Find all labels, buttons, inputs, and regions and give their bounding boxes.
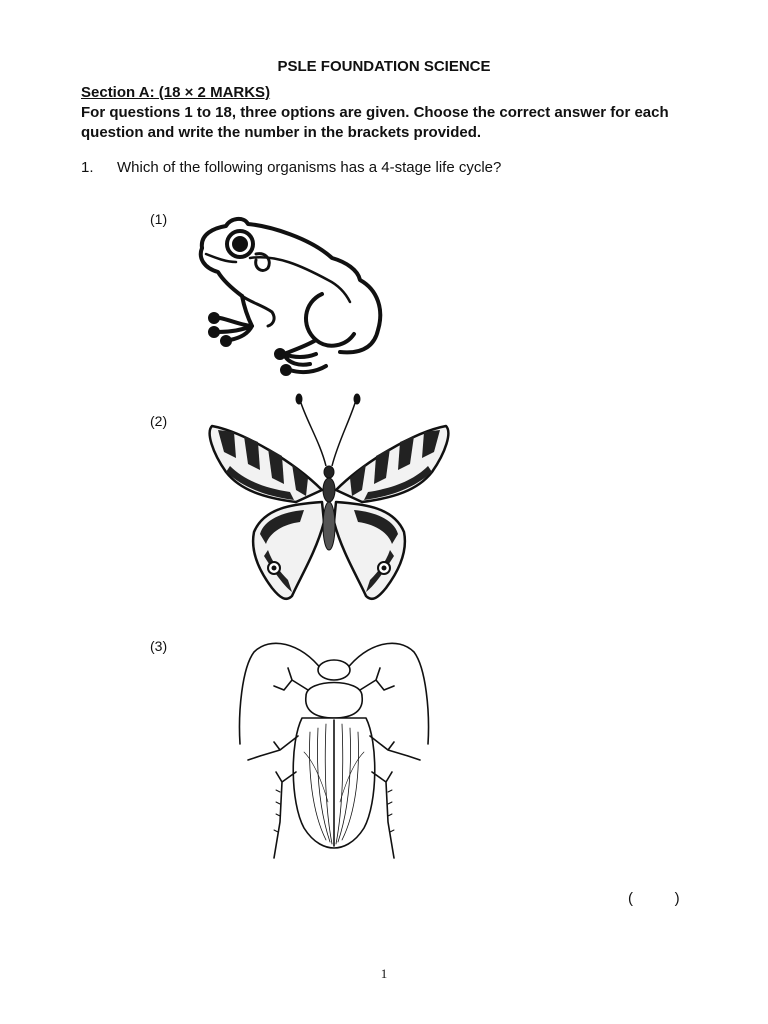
frog-illustration (190, 214, 390, 382)
butterfly-illustration (204, 392, 454, 604)
question-text: Which of the following organisms has a 4-stage life cycle? (117, 159, 502, 176)
option-label-1: (1) (150, 211, 168, 227)
section-heading: Section A: (18 × 2 MARKS) (81, 84, 271, 101)
option-label-3: (3) (150, 638, 168, 654)
question-number: 1. (81, 159, 94, 176)
answer-bracket: ( ) (628, 890, 680, 907)
page-title: PSLE FOUNDATION SCIENCE (277, 58, 491, 75)
page-number: 1 (380, 966, 388, 981)
option-label-2: (2) (150, 413, 168, 429)
cockroach-illustration (230, 632, 440, 868)
instructions-text: For questions 1 to 18, three options are given. Choose the correct answer for each question and write the number in the brackets provided. (81, 104, 669, 141)
